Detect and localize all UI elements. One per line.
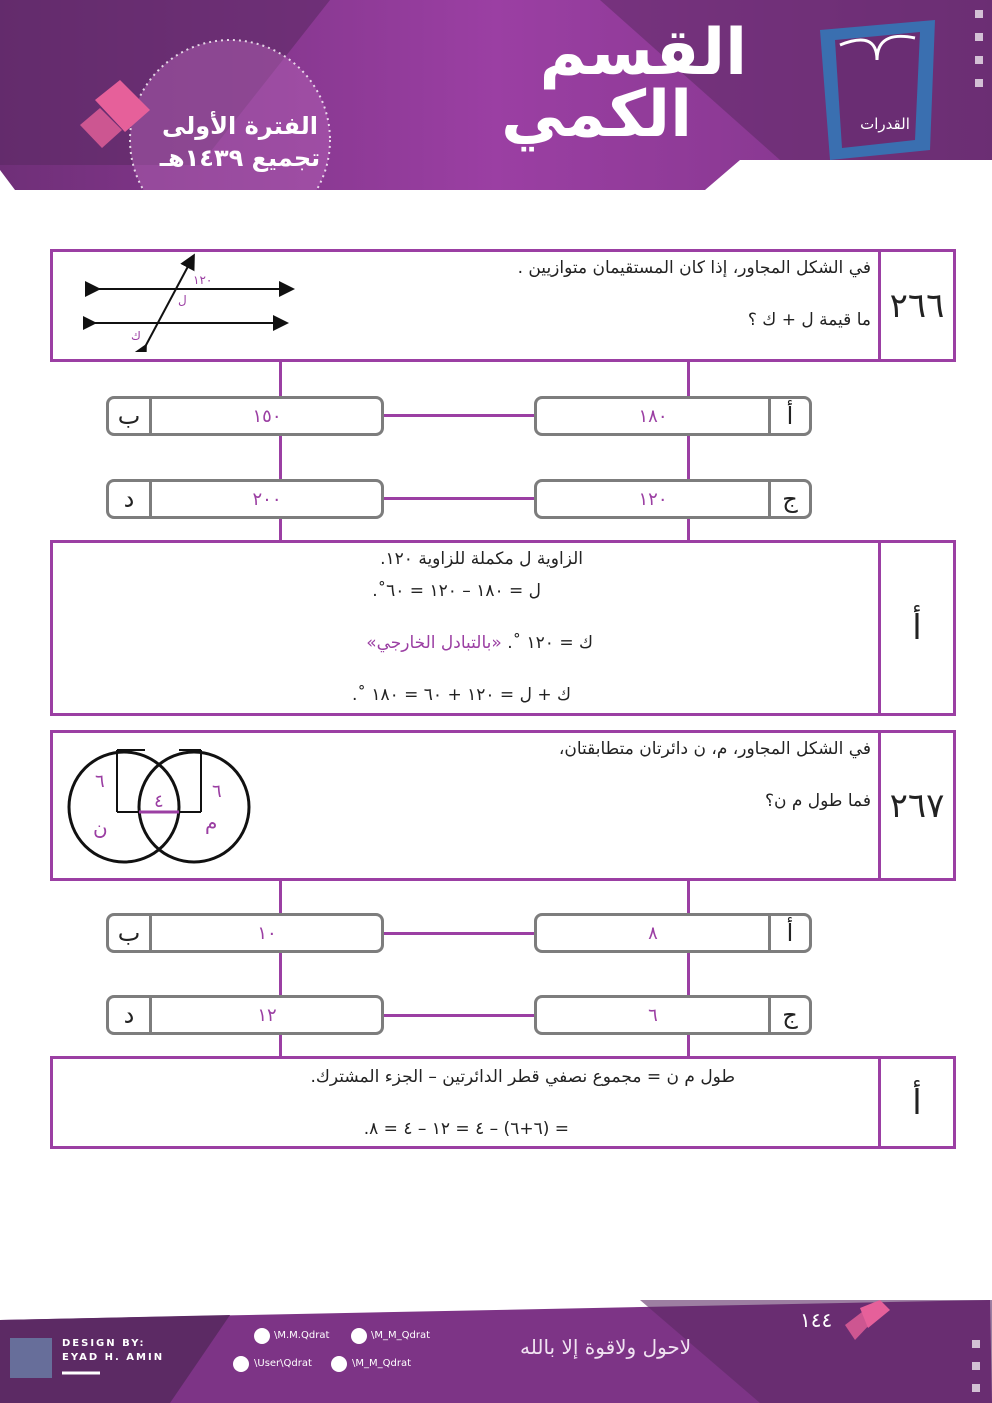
- question-267-box: [50, 730, 956, 881]
- designer-name: EYAD H. AMIN: [62, 1352, 165, 1363]
- center-m-label: م: [205, 810, 218, 834]
- angle-k-label: ك: [131, 329, 141, 343]
- question-266-box: [50, 249, 956, 362]
- option-b[interactable]: [106, 913, 384, 953]
- question-line2: فما طول م ن؟: [764, 791, 871, 811]
- solution-text: ك = ١٢٠ ˚.: [507, 633, 593, 653]
- option-a[interactable]: [534, 396, 812, 436]
- connector: [384, 932, 534, 935]
- solution-note: «بالتبادل الخارجي»: [366, 633, 502, 653]
- other-handle[interactable]: \M_M_Qdrat: [352, 1358, 412, 1369]
- question-line1: في الشكل المجاور، إذا كان المستقيمان متوازيين .: [517, 258, 871, 278]
- connector: [384, 1014, 534, 1017]
- solution-267-box: [50, 1056, 956, 1149]
- website-icon: [331, 1356, 347, 1372]
- option-d[interactable]: [106, 995, 384, 1035]
- option-value: ١٥٠: [252, 405, 282, 427]
- question-line2: ما قيمة ل + ك ؟: [747, 310, 871, 330]
- youtube-handle[interactable]: \User\Qdrat: [254, 1358, 312, 1369]
- option-letter: أ: [768, 916, 809, 950]
- solution-line: ك + ل = ١٢٠ + ٦٠ = ١٨٠ ˚.: [352, 685, 571, 705]
- solution-line: طول م ن = مجموع نصفي قطر الدائرتين – الجزء المشترك.: [310, 1067, 735, 1087]
- option-c[interactable]: [534, 479, 812, 519]
- facebook-handle[interactable]: \M.M.Qdrat: [274, 1330, 330, 1341]
- radius-label-right: ٦: [212, 781, 222, 802]
- solution-line: = (٦+٦) – ٤ = ١٢ – ٤ = ٨.: [363, 1119, 569, 1139]
- designer-logo-icon: [10, 1338, 52, 1378]
- logo-text: القدرات: [860, 115, 910, 133]
- header-title-line2: الكمي: [501, 78, 692, 152]
- option-value: ١٢٠: [638, 488, 668, 510]
- question-line1: في الشكل المجاور، م، ن دائرتان متطابقتان،: [558, 739, 871, 759]
- facebook-icon: [254, 1328, 270, 1344]
- twitter-icon: [351, 1328, 367, 1344]
- solution-266-box: [50, 540, 956, 716]
- angle-120-label: ١٢٠: [193, 273, 213, 287]
- connector: [384, 414, 534, 417]
- question-number: ٢٦٦: [878, 252, 953, 359]
- twitter-handle[interactable]: \M_M_Qdrat: [371, 1330, 431, 1341]
- question-number: ٢٦٧: [878, 733, 953, 878]
- option-letter: ب: [109, 399, 152, 433]
- parallel-lines-figure: [83, 252, 313, 352]
- option-a[interactable]: [534, 913, 812, 953]
- center-n-label: ن: [93, 816, 108, 840]
- option-letter: ج: [768, 998, 809, 1032]
- header-period: الفترة الأولى: [161, 112, 319, 140]
- overlap-label: ٤: [154, 791, 164, 812]
- radius-label-left: ٦: [95, 771, 105, 792]
- solution-line: الزاوية ل مكملة للزاوية ١٢٠.: [380, 549, 583, 569]
- solution-line: ل = ١٨٠ – ١٢٠ = ٦٠˚.: [372, 581, 541, 601]
- option-letter: ج: [768, 482, 809, 516]
- angle-l-label: ل: [178, 293, 187, 307]
- option-b[interactable]: [106, 396, 384, 436]
- answer-letter: أ: [878, 1059, 953, 1146]
- book-logo-icon: [820, 20, 935, 160]
- option-value: ١٢: [257, 1004, 277, 1026]
- option-d[interactable]: [106, 479, 384, 519]
- header-collection: تجميع ١٤٣٩هـ: [159, 144, 321, 172]
- connector: [384, 497, 534, 500]
- two-circles-figure: [65, 747, 260, 867]
- option-value: ٢٠٠: [252, 488, 282, 510]
- option-letter: أ: [768, 399, 809, 433]
- solution-line: [366, 633, 593, 653]
- option-value: ١٨٠: [638, 405, 668, 427]
- answer-letter: أ: [878, 543, 953, 713]
- calligraphy-text: لاحول ولاقوة إلا بالله: [520, 1335, 692, 1359]
- page-header: [0, 0, 992, 190]
- option-value: ٨: [648, 922, 658, 944]
- option-c[interactable]: [534, 995, 812, 1035]
- youtube-icon: [233, 1356, 249, 1372]
- option-value: ١٠: [257, 922, 277, 944]
- page-footer: [0, 1300, 992, 1403]
- option-letter: د: [109, 482, 152, 516]
- option-value: ٦: [648, 1004, 658, 1026]
- option-letter: د: [109, 998, 152, 1032]
- design-by-label: DESIGN BY:: [62, 1338, 146, 1349]
- page-number: ١٤٤: [800, 1308, 833, 1332]
- header-title-line1: القسم: [539, 16, 747, 90]
- option-letter: ب: [109, 916, 152, 950]
